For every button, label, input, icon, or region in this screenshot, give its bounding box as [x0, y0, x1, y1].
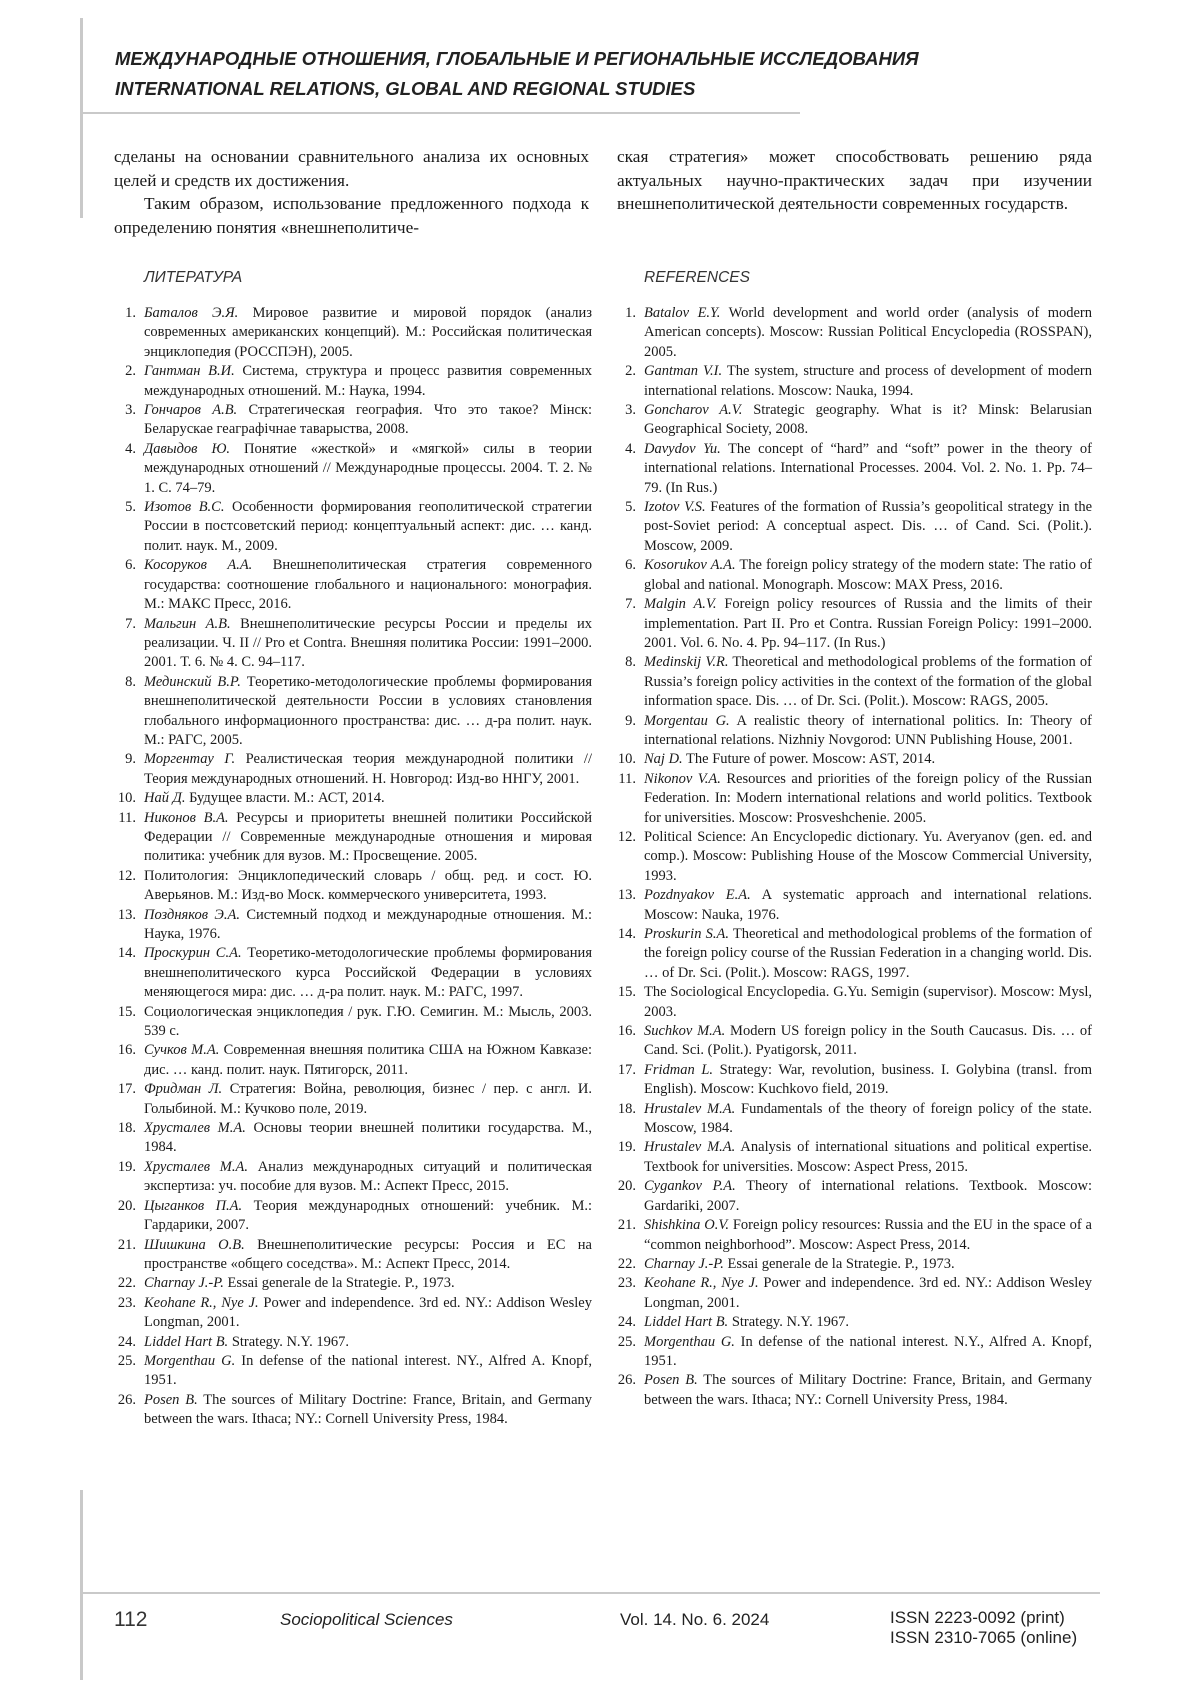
reference-text: Power and independence. 3rd ed. NY.: Addison Wesley Longman, 2001. — [644, 1275, 1092, 1310]
reference-number: 9. — [108, 750, 136, 769]
reference-text: Теоретико-методологические проблемы формирования внешнеполитической деятельности России в условиях становления глобального информационного пространства: дис. … д-ра полит. наук. М.: РАГС, 2005. — [144, 674, 592, 748]
reference-text: The Future of power. Moscow: AST, 2014. — [683, 751, 935, 767]
reference-author: Hrustalev M.A. — [644, 1139, 735, 1155]
footer-divider — [80, 1592, 1100, 1594]
reference-author: Hrustalev M.A. — [644, 1101, 735, 1117]
reference-author: Гончаров А.В. — [144, 402, 237, 418]
reference-text: Foreign policy resources: Russia and the EU in the space of a “common neighborhood”. Moscow: Aspect Press, 2014. — [644, 1217, 1092, 1252]
issn-online: ISSN 2310-7065 (online) — [890, 1628, 1077, 1648]
reference-text: Strategy. N.Y. 1967. — [228, 1334, 349, 1350]
reference-item — [114, 1003, 592, 1042]
reference-text: Essai generale de la Strategie. P., 1973. — [224, 1275, 455, 1291]
reference-number: 6. — [608, 556, 636, 575]
reference-text: Theoretical and methodological problems of the formation of Russia’s foreign policy activities in the context of the formation of the global information space. Dis. … of Dr. Sci. (Polit.). Moscow: RAGS, 2005. — [644, 654, 1092, 709]
reference-number: 15. — [608, 983, 636, 1002]
reference-author: Naj D. — [644, 751, 683, 767]
footer-volume: Vol. 14. No. 6. 2024 — [620, 1610, 769, 1630]
reference-number: 14. — [108, 944, 136, 963]
references-list — [614, 304, 1092, 1410]
reference-text: The sources of Military Doctrine: France, Britain, and Germany between the wars. Ithaca; NY.: Cornell University Press, 1984. — [144, 1392, 592, 1427]
reference-item — [614, 304, 1092, 362]
reference-item — [114, 1391, 592, 1430]
reference-author: Keohane R., Nye J. — [644, 1275, 759, 1291]
reference-number: 5. — [608, 498, 636, 517]
reference-item — [114, 556, 592, 614]
reference-text: The foreign policy strategy of the modern state: The ratio of global and national. Monograph. Moscow: MAX Press, 2016. — [644, 557, 1092, 592]
reference-number: 12. — [108, 867, 136, 886]
reference-text: Системный подход и международные отношения. М.: Наука, 1976. — [144, 907, 592, 942]
reference-author: Liddel Hart B. — [644, 1314, 728, 1330]
reference-author: Izotov V.S. — [644, 499, 706, 515]
reference-text: The sources of Military Doctrine: France, Britain, and Germany between the wars. Ithaca; NY.: Cornell University Press, 1984. — [644, 1372, 1092, 1407]
reference-number: 2. — [608, 362, 636, 381]
reference-author: Nikonov V.A. — [644, 771, 721, 787]
reference-author: Pozdnyakov E.A. — [644, 887, 751, 903]
reference-author: Charnay J.-P. — [644, 1256, 724, 1272]
reference-number: 19. — [608, 1138, 636, 1157]
reference-text: A realistic theory of international politics. In: Theory of international relations. Nizhniy Novgorod: UNN Publishing House, 2001. — [644, 713, 1092, 748]
reference-text: Реалистическая теория международной политики // Теория международных отношений. Н. Новгород: Изд-во ННГУ, 2001. — [144, 751, 592, 786]
reference-item — [114, 304, 592, 362]
reference-author: Мальгин А.В. — [144, 616, 231, 632]
reference-text: Features of the formation of Russia’s geopolitical strategy in the post-Soviet period: A conceptual aspect. Dis. … of Cand. Sci. (Polit.). Moscow, 2009. — [644, 499, 1092, 554]
left-margin-rule-bottom — [80, 1490, 83, 1680]
reference-text: Стратегическая география. Что это такое? Мінск: Беларускае геаграфічнае таварыства, 2008. — [144, 402, 592, 437]
reference-item — [614, 828, 1092, 886]
reference-item — [614, 770, 1092, 828]
reference-author: Goncharov A.V. — [644, 402, 742, 418]
literature-heading: ЛИТЕРАТУРА — [144, 268, 592, 288]
reference-text: Понятие «жесткой» и «мягкой» силы в теории международных отношений // Международные процессы. 2004. Т. 2. № 1. С. 74–79. — [144, 441, 592, 496]
page-number: 112 — [114, 1608, 147, 1632]
reference-number: 25. — [608, 1333, 636, 1352]
reference-author: Сучков М.А. — [144, 1042, 219, 1058]
reference-number: 19. — [108, 1158, 136, 1177]
reference-number: 3. — [608, 401, 636, 420]
reference-number: 11. — [608, 770, 636, 789]
reference-number: 22. — [108, 1274, 136, 1293]
reference-number: 4. — [108, 440, 136, 459]
reference-text: Strategy. N.Y. 1967. — [728, 1314, 849, 1330]
reference-author: Proskurin S.A. — [644, 926, 729, 942]
reference-author: Проскурин С.А. — [144, 945, 242, 961]
reference-item — [614, 1313, 1092, 1332]
reference-author: Shishkina O.V. — [644, 1217, 729, 1233]
reference-number: 13. — [108, 906, 136, 925]
references-heading: REFERENCES — [644, 268, 1092, 288]
reference-text: Политология: Энциклопедический словарь / общ. ред. и сост. Ю. Аверьянов. М.: Изд-во Моск. коммерческого университета, 1993. — [144, 868, 592, 903]
reference-text: Анализ международных ситуаций и политическая экспертиза: уч. пособие для вузов. М.: Аспект Пресс, 2015. — [144, 1159, 592, 1194]
reference-item — [114, 750, 592, 789]
reference-text: Essai generale de la Strategie. P., 1973. — [724, 1256, 955, 1272]
reference-number: 15. — [108, 1003, 136, 1022]
reference-author: Хрусталев М.А. — [144, 1159, 248, 1175]
reference-text: Будущее власти. М.: АСТ, 2014. — [185, 790, 384, 806]
journal-running-header — [115, 44, 1115, 104]
reference-item — [614, 983, 1092, 1022]
intro-paragraph: Таким образом, использование предложенного подхода к определению понятия «внешнеполитиче- — [114, 192, 589, 239]
reference-number: 25. — [108, 1352, 136, 1371]
reference-number: 24. — [608, 1313, 636, 1332]
reference-item — [614, 1255, 1092, 1274]
intro-paragraph: сделаны на основании сравнительного анализа их основных целей и средств их достижения. — [114, 145, 589, 192]
literature-list — [114, 304, 592, 1430]
reference-text: Мировое развитие и мировой порядок (анализ современных американских концепций). М.: Российская политическая энциклопедия (РОССПЭН), 2005. — [144, 305, 592, 360]
reference-text: Fundamentals of the theory of foreign policy of the state. Moscow, 1984. — [644, 1101, 1092, 1136]
reference-number: 10. — [608, 750, 636, 769]
reference-author: Batalov E.Y. — [644, 305, 720, 321]
reference-item — [114, 809, 592, 867]
reference-number: 18. — [608, 1100, 636, 1119]
literature-section — [114, 268, 592, 1430]
reference-text: Theory of international relations. Textbook. Moscow: Gardariki, 2007. — [644, 1178, 1092, 1213]
reference-author: Косоруков А.А. — [144, 557, 252, 573]
reference-item — [114, 1041, 592, 1080]
reference-text: Социологическая энциклопедия / рук. Г.Ю. Семигин. М.: Мысль, 2003. 539 с. — [144, 1004, 592, 1039]
reference-text: In defense of the national interest. N.Y., Alfred A. Knopf, 1951. — [644, 1334, 1092, 1369]
reference-author: Cygankov P.A. — [644, 1178, 736, 1194]
reference-item — [114, 1119, 592, 1158]
reference-author: Morgenthau G. — [144, 1353, 235, 1369]
reference-number: 6. — [108, 556, 136, 575]
reference-item — [614, 1333, 1092, 1372]
reference-author: Баталов Э.Я. — [144, 305, 238, 321]
reference-number: 9. — [608, 712, 636, 731]
reference-item — [614, 653, 1092, 711]
reference-item — [114, 440, 592, 498]
reference-number: 16. — [108, 1041, 136, 1060]
reference-author: Фридман Л. — [144, 1081, 222, 1097]
reference-item — [114, 401, 592, 440]
reference-item — [114, 1236, 592, 1275]
reference-item — [114, 1080, 592, 1119]
reference-author: Никонов В.А. — [144, 810, 229, 826]
reference-text: Стратегия: Война, революция, бизнес / пер. с англ. И. Голыбиной. М.: Кучково поле, 2019. — [144, 1081, 592, 1116]
reference-text: Ресурсы и приоритеты внешней политики Российской Федерации // Современные международные отношения и мировая политика: учебник для вузов. М.: Просвещение. 2005. — [144, 810, 592, 865]
reference-text: Современная внешняя политика США на Южном Кавказе: дис. … канд. полит. наук. Пятигорск, 2011. — [144, 1042, 592, 1077]
reference-number: 24. — [108, 1333, 136, 1352]
intro-left-column — [114, 145, 589, 239]
reference-item — [114, 673, 592, 751]
header-divider — [80, 112, 800, 114]
reference-item — [114, 1333, 592, 1352]
reference-author: Gantman V.I. — [644, 363, 722, 379]
reference-text: Modern US foreign policy in the South Caucasus. Dis. … of Cand. Sci. (Polit.). Pyatigorsk, 2011. — [644, 1023, 1092, 1058]
intro-paragraph: ская стратегия» может способствовать решению ряда актуальных научно-практических задач при изучении внешнеполитической деятельности современных государств. — [617, 145, 1092, 216]
reference-text: World development and world order (analysis of modern American concepts). Moscow: Russian Political Encyclopedia (ROSSPAN), 2005. — [644, 305, 1092, 360]
reference-author: Мединский В.Р. — [144, 674, 241, 690]
reference-text: In defense of the national interest. NY., Alfred A. Knopf, 1951. — [144, 1353, 592, 1388]
reference-number: 11. — [108, 809, 136, 828]
reference-number: 14. — [608, 925, 636, 944]
reference-number: 7. — [608, 595, 636, 614]
reference-text: Strategy: War, revolution, business. I. Golybina (transl. from English). Moscow: Kuchkovo field, 2019. — [644, 1062, 1092, 1097]
reference-number: 8. — [108, 673, 136, 692]
reference-author: Charnay J.-P. — [144, 1275, 224, 1291]
reference-item — [114, 1158, 592, 1197]
reference-text: Resources and priorities of the foreign policy of the Russian Federation. In: Modern international relations and world politics. Textbook for universities. Moscow: Prosveshchenie. 2005. — [644, 771, 1092, 826]
reference-number: 1. — [608, 304, 636, 323]
reference-author: Posen B. — [144, 1392, 198, 1408]
reference-number: 5. — [108, 498, 136, 517]
reference-author: Morgentau G. — [644, 713, 730, 729]
reference-text: Power and independence. 3rd ed. NY.: Addison Wesley Longman, 2001. — [144, 1295, 592, 1330]
reference-author: Kosorukov A.A. — [644, 557, 736, 573]
reference-item — [114, 362, 592, 401]
reference-number: 2. — [108, 362, 136, 381]
reference-text: Внешнеполитическая стратегия современного государства: соотношение глобального и национального: монография. М.: МАКС Пресс, 2016. — [144, 557, 592, 612]
reference-item — [614, 595, 1092, 653]
reference-text: Теория международных отношений: учебник. М.: Гардарики, 2007. — [144, 1198, 592, 1233]
reference-text: Внешнеполитические ресурсы России и пределы их реализации. Ч. II // Pro et Contra. Внешняя политика России: 1991–2000. 2001. Т. 6. № 4. С. 94–117. — [144, 616, 592, 671]
reference-item — [614, 1061, 1092, 1100]
reference-number: 23. — [608, 1274, 636, 1293]
reference-author: Шишкина О.В. — [144, 1237, 245, 1253]
reference-author: Davydov Yu. — [644, 441, 721, 457]
reference-author: Suchkov M.A. — [644, 1023, 725, 1039]
left-margin-rule — [80, 18, 83, 218]
reference-item — [614, 498, 1092, 556]
reference-author: Поздняков Э.А. — [144, 907, 240, 923]
reference-number: 12. — [608, 828, 636, 847]
reference-number: 1. — [108, 304, 136, 323]
reference-number: 21. — [108, 1236, 136, 1255]
reference-item — [114, 1294, 592, 1333]
reference-author: Morgenthau G. — [644, 1334, 735, 1350]
reference-item — [614, 886, 1092, 925]
reference-author: Posen B. — [644, 1372, 698, 1388]
reference-item — [114, 615, 592, 673]
reference-number: 8. — [608, 653, 636, 672]
reference-text: Theoretical and methodological problems of the formation of the foreign policy course of the Russian Federation in a changing world. Dis. … of Dr. Sci. (Polit.). Moscow: RAGS, 1997. — [644, 926, 1092, 981]
reference-number: 10. — [108, 789, 136, 808]
reference-number: 3. — [108, 401, 136, 420]
reference-number: 17. — [608, 1061, 636, 1080]
reference-number: 22. — [608, 1255, 636, 1274]
reference-text: The Sociological Encyclopedia. G.Yu. Semigin (supervisor). Moscow: Mysl, 2003. — [644, 984, 1092, 1019]
reference-item — [114, 1274, 592, 1293]
reference-author: Най Д. — [144, 790, 185, 806]
journal-title-en: INTERNATIONAL RELATIONS, GLOBAL AND REGIONAL STUDIES — [115, 74, 1115, 104]
reference-author: Давыдов Ю. — [144, 441, 230, 457]
reference-author: Гантман В.И. — [144, 363, 235, 379]
reference-item — [614, 1274, 1092, 1313]
reference-text: Strategic geography. What is it? Minsk: Belarusian Geographical Society, 2008. — [644, 402, 1092, 437]
reference-text: A systematic approach and international relations. Moscow: Nauka, 1976. — [644, 887, 1092, 922]
reference-text: Foreign policy resources of Russia and the limits of their implementation. Part II. Pro et Contra. Russian Foreign Policy: 1991–2000. 2001. Vol. 6. No. 4. Pp. 94–117. (In Rus.) — [644, 596, 1092, 651]
reference-number: 20. — [608, 1177, 636, 1196]
reference-item — [614, 440, 1092, 498]
references-section — [614, 268, 1092, 1410]
reference-item — [614, 712, 1092, 751]
reference-item — [114, 1197, 592, 1236]
reference-item — [114, 944, 592, 1002]
reference-author: Цыганков П.А. — [144, 1198, 242, 1214]
reference-author: Medinskij V.R. — [644, 654, 728, 670]
reference-item — [614, 750, 1092, 769]
reference-author: Keohane R., Nye J. — [144, 1295, 259, 1311]
reference-number: 21. — [608, 1216, 636, 1235]
reference-text: Внешнеполитические ресурсы: Россия и ЕС на пространстве «общего соседства». М.: Аспект Пресс, 2014. — [144, 1237, 592, 1272]
journal-title-ru: МЕЖДУНАРОДНЫЕ ОТНОШЕНИЯ, ГЛОБАЛЬНЫЕ И РЕГИОНАЛЬНЫЕ ИССЛЕДОВАНИЯ — [115, 44, 1115, 74]
reference-item — [114, 867, 592, 906]
reference-text: The concept of “hard” and “soft” power in the theory of international relations. International Processes. 2004. Vol. 2. No. 1. Pp. 74–79. (In Rus.) — [644, 441, 1092, 496]
reference-text: Analysis of international situations and political expertise. Textbook for universities. Moscow: Aspect Press, 2015. — [644, 1139, 1092, 1174]
reference-number: 7. — [108, 615, 136, 634]
reference-item — [614, 401, 1092, 440]
reference-author: Malgin A.V. — [644, 596, 717, 612]
reference-item — [614, 1138, 1092, 1177]
reference-author: Хрусталев М.А. — [144, 1120, 246, 1136]
reference-text: Political Science: An Encyclopedic dictionary. Yu. Averyanov (gen. ed. and comp.). Moscow: Publishing House of the Moscow Commercial University, 1993. — [644, 829, 1092, 884]
reference-item — [114, 789, 592, 808]
reference-number: 26. — [608, 1371, 636, 1390]
footer-issn — [890, 1608, 1077, 1648]
reference-text: Теоретико-методологические проблемы формирования внешнеполитического курса Российской Федерации в условиях меняющегося мира: дис. … д-ра полит. наук. М.: РАГС, 1997. — [144, 945, 592, 1000]
footer-journal-name: Sociopolitical Sciences — [280, 1610, 453, 1630]
reference-text: The system, structure and process of development of modern international relations. Moscow: Nauka, 1994. — [644, 363, 1092, 398]
reference-author: Изотов В.С. — [144, 499, 224, 515]
reference-text: Основы теории внешней политики государства. М., 1984. — [144, 1120, 592, 1155]
reference-text: Система, структура и процесс развития современных международных отношений. М.: Наука, 1994. — [144, 363, 592, 398]
reference-item — [614, 1100, 1092, 1139]
reference-number: 13. — [608, 886, 636, 905]
reference-text: Особенности формирования геополитической стратегии России в постсоветский период: концептуальный аспект: дис. … канд. полит. наук. М., 2009. — [144, 499, 592, 554]
reference-item — [614, 1216, 1092, 1255]
reference-number: 4. — [608, 440, 636, 459]
reference-number: 18. — [108, 1119, 136, 1138]
issn-print: ISSN 2223-0092 (print) — [890, 1608, 1077, 1628]
reference-item — [614, 1022, 1092, 1061]
reference-author: Fridman L. — [644, 1062, 713, 1078]
reference-item — [114, 1352, 592, 1391]
reference-author: Моргентау Г. — [144, 751, 235, 767]
reference-item — [614, 556, 1092, 595]
reference-item — [614, 1177, 1092, 1216]
reference-item — [114, 906, 592, 945]
reference-author: Liddel Hart B. — [144, 1334, 228, 1350]
reference-number: 20. — [108, 1197, 136, 1216]
reference-number: 23. — [108, 1294, 136, 1313]
reference-item — [614, 362, 1092, 401]
reference-number: 16. — [608, 1022, 636, 1041]
reference-number: 26. — [108, 1391, 136, 1410]
reference-item — [114, 498, 592, 556]
reference-item — [614, 925, 1092, 983]
reference-number: 17. — [108, 1080, 136, 1099]
reference-item — [614, 1371, 1092, 1410]
intro-right-column — [617, 145, 1092, 216]
